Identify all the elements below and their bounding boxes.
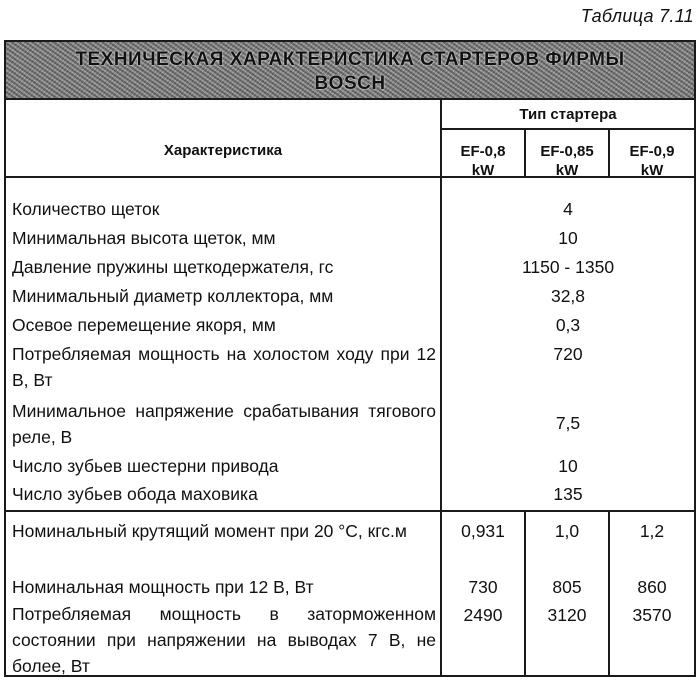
divider-split-rows <box>6 510 694 512</box>
header-col-1 <box>442 142 524 180</box>
row-label: Давление пружины щеткодержателя, гс <box>12 257 334 277</box>
row-value-col-1: 0,931 <box>461 521 505 541</box>
header-col-3-model: EF-0,9 <box>629 143 675 160</box>
header-col-3-unit: kW <box>640 162 664 179</box>
header-starter-type: Тип стартера <box>519 106 617 123</box>
row-value-col-2: 805 <box>552 577 582 597</box>
row-label: Минимальное напряжение срабатывания тягового реле, В <box>12 401 436 447</box>
table-title-band <box>6 42 694 100</box>
row-label: Минимальная высота щеток, мм <box>12 228 276 248</box>
row-value: 10 <box>558 456 578 476</box>
row-value: 10 <box>558 228 578 248</box>
row-value: 32,8 <box>550 286 586 306</box>
row-value: 4 <box>563 199 573 219</box>
table-title-line-1: ТЕХНИЧЕСКАЯ ХАРАКТЕРИСТИКА СТАРТЕРОВ ФИРМЫ <box>75 49 625 70</box>
row-value-col-2: 1,0 <box>554 521 580 541</box>
header-col-1-unit: kW <box>471 162 495 179</box>
row-label: Потребляемая мощность на холостом ходу при 12 В, Вт <box>12 344 436 390</box>
header-characteristic: Характеристика <box>163 142 283 159</box>
table-caption: Таблица 7.11 <box>580 6 694 26</box>
row-label: Минимальный диаметр коллектора, мм <box>12 286 334 306</box>
header-col-2 <box>526 142 608 180</box>
row-value: 0,3 <box>555 315 581 335</box>
row-label: Число зубьев шестерни привода <box>12 456 279 476</box>
row-value-col-1: 2490 <box>463 605 503 625</box>
row-value-col-2: 3120 <box>547 605 587 625</box>
row-label: Номинальный крутящий момент при 20 °С, кгс.м <box>12 521 407 541</box>
header-col-3 <box>610 142 694 180</box>
row-label: Количество щеток <box>12 199 160 219</box>
row-value: 135 <box>553 484 583 504</box>
row-label: Номинальная мощность при 12 В, Вт <box>12 577 314 597</box>
row-value: 720 <box>553 344 583 364</box>
row-value-col-3: 860 <box>637 577 667 597</box>
row-value-col-3: 3570 <box>632 605 672 625</box>
row-label: Потребляемая мощность в заторможенном состоянии при напряжении на выводах 7 В, не более, Вт <box>12 604 436 676</box>
row-value: 1150 - 1350 <box>521 257 615 277</box>
row-value-col-3: 1,2 <box>639 521 665 541</box>
header-col-1-model: EF-0,8 <box>460 143 506 160</box>
table-title-line-2: BOSCH <box>314 73 386 94</box>
row-label: Число зубьев обода маховика <box>12 484 258 504</box>
row-label: Осевое перемещение якоря, мм <box>12 315 276 335</box>
header-col-2-unit: kW <box>555 162 579 179</box>
row-value-col-1: 730 <box>468 577 498 597</box>
header-col-2-model: EF-0,85 <box>540 143 594 160</box>
row-value: 7,5 <box>555 413 581 433</box>
spec-table <box>4 40 696 677</box>
divider-type-header <box>440 128 694 130</box>
